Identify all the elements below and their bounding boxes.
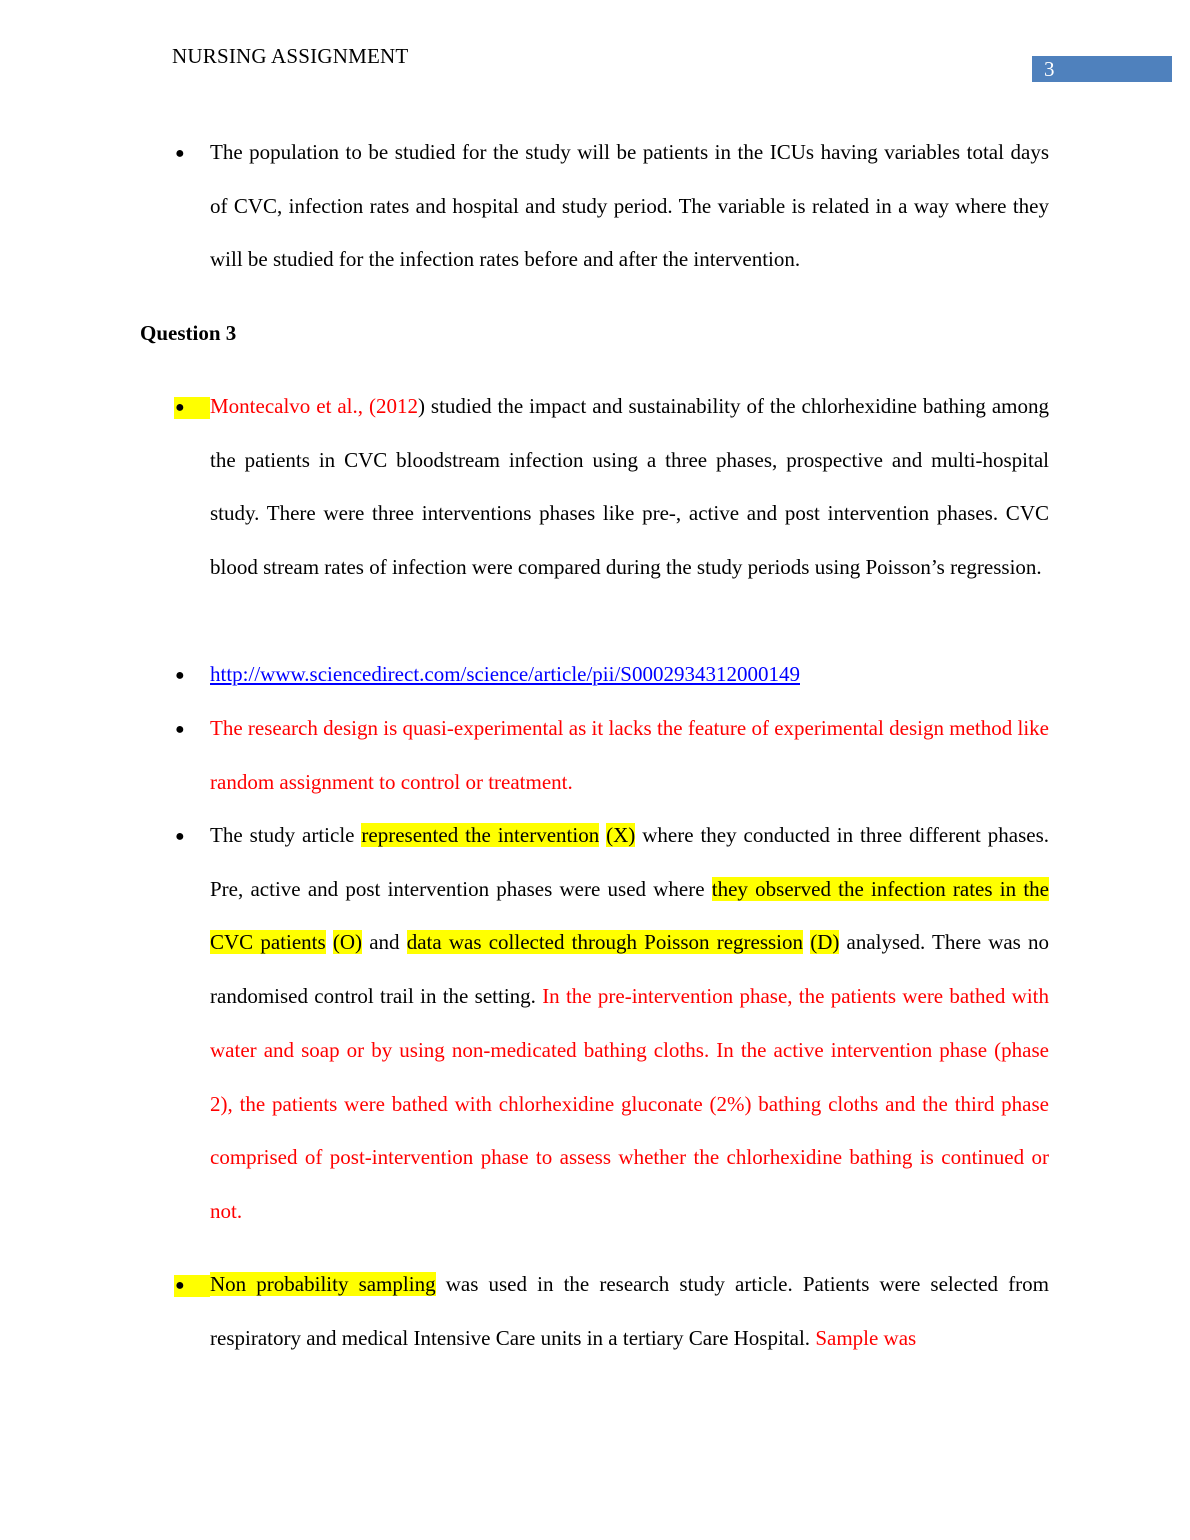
red-text: Sample was xyxy=(815,1325,917,1350)
bullet-paragraph-sampling xyxy=(210,1258,1049,1365)
bullet-paragraph-population: The population to be studied for the study will be patients in the ICUs having variables total days of CVC, infection rates and hospital and study period. The variable is related in a way where they will be studied for the infection rates before and after the intervention. xyxy=(210,140,1049,272)
paragraph-text: analysed. There was no randomised control trail in the setting. xyxy=(210,930,1050,1009)
highlighted-text: (D) xyxy=(810,930,840,955)
page-number: 3 xyxy=(1032,56,1172,82)
paragraph-text: The study article xyxy=(210,823,362,847)
paragraph-text: was used in the research study article. Patients were selected from respiratory and medical Intensive Care units in a tertiary Care Hospital. xyxy=(210,1272,1049,1350)
bullet-icon: ● xyxy=(174,397,210,419)
bullet-paragraph-research-design: The research design is quasi-experimental as it lacks the feature of experimental design method like random assignment to control or treatment. xyxy=(210,716,1049,794)
highlighted-text: represented the intervention xyxy=(361,823,600,847)
question-heading: Question 3 xyxy=(140,321,237,345)
citation-text: Montecalvo et al., (2012 xyxy=(210,394,418,418)
bullet-icon: ● xyxy=(175,145,185,162)
highlighted-text: they observed the infection rates in the CVC patients xyxy=(210,876,1049,955)
bullet-paragraph-link xyxy=(210,648,1049,702)
red-text: In the pre-intervention phase, the patients were bathed with water and soap or by using non-medicated bathing cloths. In the active intervention phase (phase 2), the patients were bathed with chlorhexidine gluconate (2%) bathing cloths and the third phase comprised of post-intervention phase to assess whether the chlorhexidine bathing is continued or not. xyxy=(210,984,1049,1223)
article-link[interactable]: http://www.sciencedirect.com/science/article/pii/S0002934312000149 xyxy=(210,662,800,686)
bullet-icon: ● xyxy=(175,721,185,738)
paragraph-text: where they conducted in three different phases. Pre, active and post intervention phases were used where xyxy=(210,823,1050,901)
bullet-paragraph-montecalvo xyxy=(210,380,1049,595)
paragraph-text: and xyxy=(362,930,407,955)
bullet-icon: ● xyxy=(174,1275,210,1297)
bullet-paragraph-study-article xyxy=(210,809,1049,1239)
paragraph-text: ) studied the impact and sustainability of the chlorhexidine bathing among the patients in CVC bloodstream infection using a three phases, prospective and multi-hospital study. There were three interventions phases like pre-, active and post intervention phases. CVC blood stream rates of infection were compared during the study periods using Poisson’s regression. xyxy=(210,394,1049,580)
bullet-icon: ● xyxy=(175,667,185,684)
highlighted-text: Non probability sampling xyxy=(210,1272,436,1296)
bullet-icon: ● xyxy=(175,828,185,845)
highlighted-text: (O) xyxy=(332,930,363,955)
running-header-title: NURSING ASSIGNMENT xyxy=(172,44,409,68)
highlighted-text: data was collected through Poisson regression xyxy=(406,930,804,955)
highlighted-text: (X) xyxy=(606,823,636,847)
